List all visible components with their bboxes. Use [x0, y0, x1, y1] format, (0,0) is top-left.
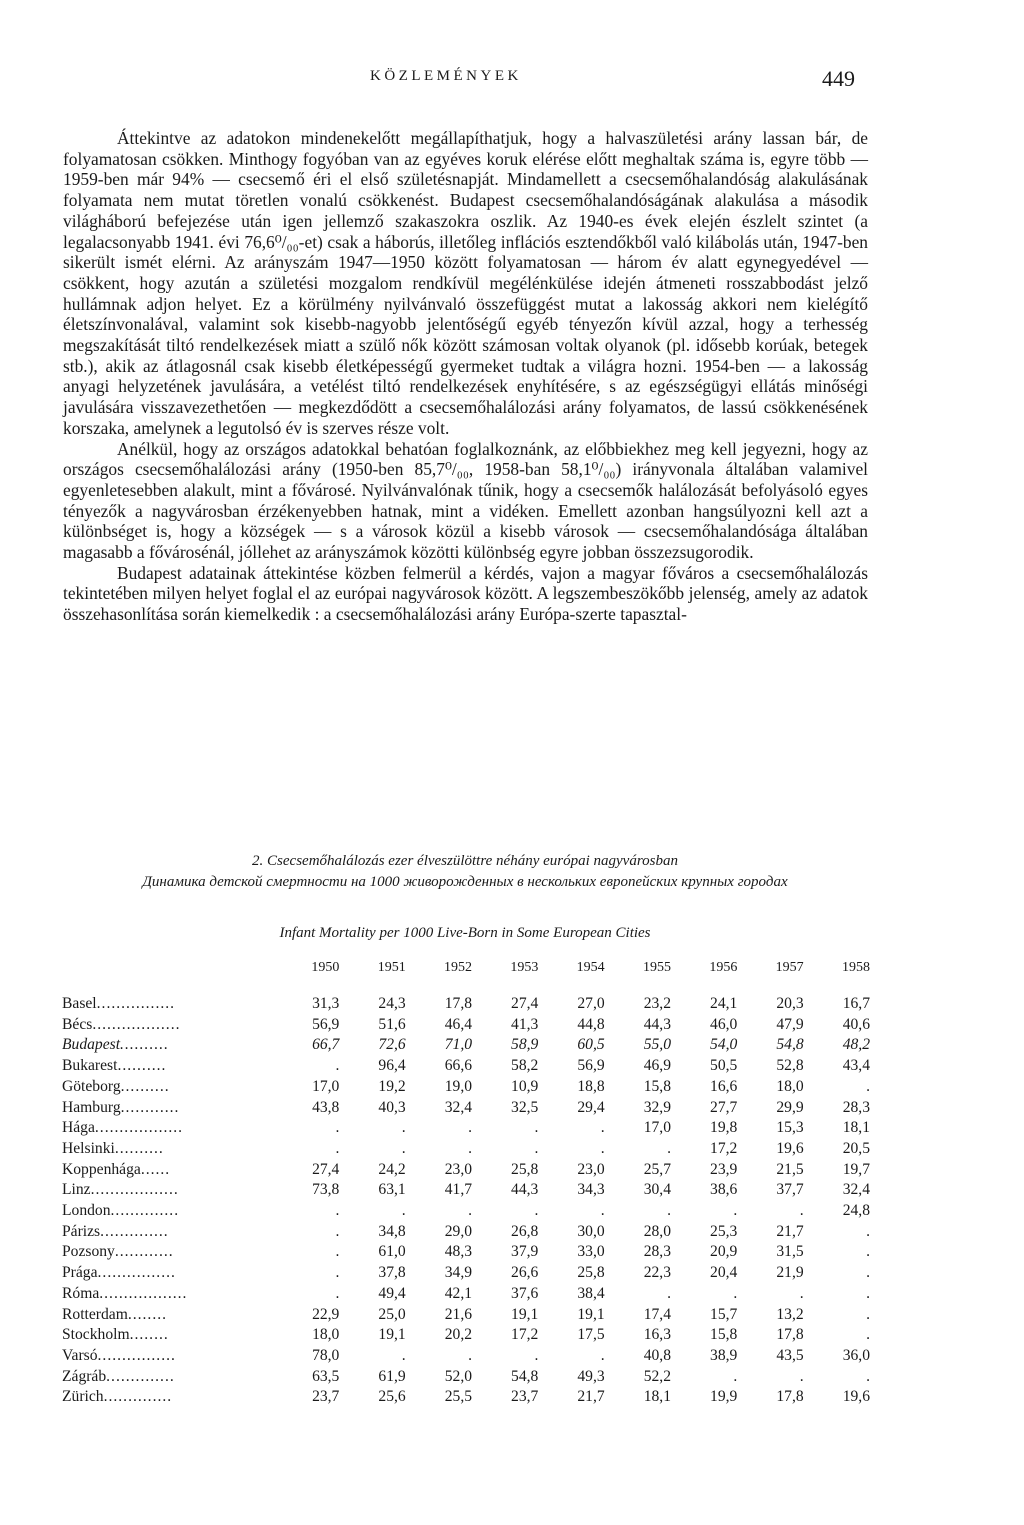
value-cell: 19,6 [842, 1388, 870, 1406]
value-cell: 25,5 [444, 1388, 473, 1406]
value-cell: . [401, 1202, 406, 1220]
value-cell: 27,7 [710, 1098, 738, 1116]
leader-dots: .......... [120, 1077, 170, 1095]
article-body [63, 128, 868, 625]
value-cell: 10,9 [511, 1077, 539, 1095]
value-cell: 20,2 [444, 1326, 473, 1344]
value-cell: 61,9 [378, 1367, 406, 1385]
value-cell: 20,3 [776, 995, 804, 1012]
value-cell: . [866, 1077, 870, 1095]
leader-dots: .................. [92, 1015, 181, 1033]
value-cell: . [600, 1139, 605, 1157]
table-row [62, 1139, 870, 1160]
city-name: Helsinki [62, 1139, 115, 1157]
value-cell: 19,8 [710, 1119, 738, 1137]
value-cell: 28,3 [842, 1098, 870, 1116]
value-cell: 17,8 [444, 995, 473, 1012]
value-cell: 55,0 [643, 1036, 671, 1054]
value-cell: 36,0 [842, 1346, 870, 1364]
table-row [62, 1098, 870, 1119]
leader-dots: ...... [140, 1160, 171, 1178]
value-cell: 31,5 [776, 1243, 804, 1261]
city-name: Pozsony [62, 1243, 115, 1261]
leader-dots: .............. [106, 1367, 175, 1385]
leader-dots: .............. [100, 1222, 169, 1240]
value-cell: 38,4 [577, 1284, 605, 1302]
value-cell: 43,5 [776, 1346, 804, 1364]
leader-dots: .................. [90, 1181, 179, 1199]
city-name: Varsó [62, 1346, 98, 1364]
value-cell: 56,9 [577, 1057, 605, 1075]
value-cell: 54,8 [511, 1367, 539, 1385]
table-caption-hungarian: 2. Csecsemőhalálozás ezer élveszülöttre néhány európai nagyvárosban [252, 853, 678, 869]
leader-dots: .......... [117, 1057, 167, 1075]
value-cell: . [468, 1346, 473, 1364]
city-name: Bécs [62, 1015, 93, 1033]
value-cell: 19,6 [776, 1139, 804, 1157]
leader-dots: ............ [120, 1098, 180, 1116]
value-cell: 18,0 [776, 1077, 804, 1095]
value-cell: 15,8 [710, 1326, 738, 1344]
value-cell: . [866, 1367, 870, 1385]
table-row [62, 1242, 870, 1263]
value-cell: 41,3 [511, 1015, 539, 1033]
value-cell: 52,0 [444, 1367, 473, 1385]
value-cell: 17,5 [577, 1326, 605, 1344]
value-cell: 21,6 [444, 1305, 473, 1323]
value-cell: 44,8 [577, 1015, 605, 1033]
leader-dots: ................ [96, 995, 176, 1012]
table-row [62, 994, 870, 1015]
value-cell: . [799, 1202, 804, 1220]
city-name-cell [62, 1015, 273, 1036]
city-name-cell [62, 1346, 273, 1367]
table-row [62, 1180, 870, 1201]
value-cell: 48,2 [842, 1036, 870, 1054]
value-cell: 37,7 [776, 1181, 804, 1199]
value-cell: 13,2 [776, 1305, 804, 1323]
city-name: Linz [62, 1181, 91, 1199]
running-title: KÖZLEMÉNYEK [370, 68, 522, 84]
year-header: 1957 [775, 960, 804, 975]
value-cell: 40,3 [378, 1098, 406, 1116]
value-cell: 25,8 [577, 1264, 605, 1282]
value-cell: 28,0 [643, 1222, 671, 1240]
value-cell: 21,7 [577, 1388, 605, 1406]
table-row [62, 1201, 870, 1222]
value-cell: 24,8 [842, 1202, 870, 1220]
city-name: Hága [62, 1119, 95, 1137]
value-cell: . [534, 1202, 539, 1220]
value-cell: . [468, 1139, 473, 1157]
value-cell: . [600, 1119, 605, 1137]
city-name: Koppenhága [62, 1160, 141, 1178]
leader-dots: ........ [127, 1305, 168, 1323]
table-row [62, 1263, 870, 1284]
value-cell: 40,6 [842, 1015, 870, 1033]
infant-mortality-table [62, 956, 870, 1408]
value-cell: 21,9 [776, 1264, 804, 1282]
city-name-cell [62, 1222, 273, 1243]
value-cell: . [733, 1284, 738, 1302]
table-row [62, 1346, 870, 1367]
value-cell: 26,6 [511, 1264, 539, 1282]
value-cell: 19,1 [378, 1326, 406, 1344]
value-cell: 37,9 [511, 1243, 539, 1261]
city-name: London [62, 1202, 111, 1220]
value-cell: . [799, 1284, 804, 1302]
value-cell: 17,0 [643, 1119, 671, 1137]
value-cell: 25,0 [378, 1305, 406, 1323]
table-row [62, 1284, 870, 1305]
value-cell: 27,0 [577, 995, 605, 1012]
value-cell: 20,4 [710, 1264, 738, 1282]
value-cell: . [534, 1346, 539, 1364]
value-cell: 30,0 [577, 1222, 605, 1240]
value-cell: 24,2 [378, 1160, 406, 1178]
value-cell: 23,0 [577, 1160, 605, 1178]
value-cell: . [335, 1119, 340, 1137]
value-cell: 66,7 [312, 1036, 340, 1054]
value-cell: 24,3 [378, 995, 406, 1012]
table-row [62, 1305, 870, 1326]
year-header: 1954 [576, 960, 605, 975]
value-cell: 31,3 [312, 995, 340, 1012]
table-row [62, 1222, 870, 1243]
city-name-cell [62, 994, 273, 1015]
value-cell: 19,7 [842, 1160, 870, 1178]
city-name-cell [62, 1118, 273, 1139]
value-cell: 66,6 [444, 1057, 473, 1075]
city-name-cell [62, 1325, 273, 1346]
city-name-cell [62, 1284, 273, 1305]
value-cell: 17,2 [511, 1326, 539, 1344]
value-cell: . [401, 1119, 406, 1137]
value-cell: 19,0 [444, 1077, 473, 1095]
value-cell: . [667, 1139, 671, 1157]
table-header-row [62, 956, 870, 980]
value-cell: . [733, 1367, 738, 1385]
city-name: Bukarest [62, 1057, 118, 1075]
table-row [62, 1015, 870, 1036]
table-row [62, 1387, 870, 1408]
value-cell: 49,4 [378, 1284, 406, 1302]
city-name-cell [62, 1367, 273, 1388]
city-name: Stockholm [62, 1326, 130, 1344]
table-row [62, 1325, 870, 1346]
value-cell: 54,0 [710, 1036, 738, 1054]
value-cell: . [335, 1243, 340, 1261]
value-cell: . [335, 1284, 340, 1302]
city-name-cell [62, 1242, 273, 1263]
value-cell: 18,1 [842, 1119, 870, 1137]
value-cell: 22,9 [312, 1305, 340, 1323]
value-cell: 32,4 [842, 1181, 870, 1199]
value-cell: . [866, 1264, 870, 1282]
leader-dots: ............ [114, 1243, 174, 1261]
table-row [62, 1367, 870, 1388]
value-cell: 16,6 [710, 1077, 738, 1095]
city-name-cell [62, 1180, 273, 1201]
value-cell: . [799, 1367, 804, 1385]
city-name: Göteborg [62, 1077, 121, 1095]
value-cell: 29,9 [776, 1098, 804, 1116]
city-name-cell [62, 1077, 273, 1098]
value-cell: 16,7 [842, 995, 870, 1012]
city-name: Budapest [62, 1036, 121, 1054]
city-name-cell [62, 1160, 273, 1181]
year-header: 1953 [510, 960, 539, 975]
year-header: 1952 [444, 960, 473, 975]
leader-dots: ................ [97, 1264, 176, 1282]
city-name-cell [62, 1263, 273, 1284]
value-cell: 40,8 [643, 1346, 671, 1364]
value-cell: . [335, 1222, 340, 1240]
value-cell: 25,3 [710, 1222, 738, 1240]
value-cell: . [335, 1202, 340, 1220]
value-cell: . [534, 1139, 539, 1157]
value-cell: 25,8 [511, 1160, 539, 1178]
value-cell: 96,4 [378, 1057, 406, 1075]
year-header: 1950 [311, 960, 340, 975]
value-cell: 25,7 [643, 1160, 671, 1178]
value-cell: 34,8 [378, 1222, 406, 1240]
city-name-cell [62, 1387, 273, 1408]
value-cell: 18,8 [577, 1077, 605, 1095]
leader-dots: .................. [99, 1284, 188, 1302]
value-cell: 43,8 [312, 1098, 340, 1116]
value-cell: 44,3 [643, 1015, 671, 1033]
value-cell: . [335, 1139, 340, 1157]
value-cell: 49,3 [577, 1367, 605, 1385]
spacer-row [62, 980, 870, 994]
value-cell: 17,2 [710, 1139, 738, 1157]
value-cell: 30,4 [643, 1181, 671, 1199]
value-cell: . [335, 1057, 340, 1075]
paragraph-3: Budapest adatainak áttekintése közben felmerül a kérdés, vajon a magyar főváros a csecsemőhalálozás tekintetében milyen helyet foglal el az európai nagyvárosok között. A legszembeszökőbb jelenség, amely az adatok összehasonlítása során kiemelkedik : a csecsemőhalálozási arány Európa-szerte tapasztal- [63, 562, 868, 625]
value-cell: 24,1 [710, 995, 738, 1012]
value-cell: . [534, 1119, 539, 1137]
value-cell: . [335, 1264, 340, 1282]
value-cell: 58,2 [511, 1057, 539, 1075]
value-cell: 54,8 [776, 1036, 804, 1054]
city-name: Zürich [62, 1388, 104, 1406]
value-cell: . [600, 1202, 605, 1220]
page-number: 449 [822, 66, 855, 91]
paragraph-2: Anélkül, hogy az országos adatokkal behatóan foglalkoznánk, az előbbiekhez meg kell jegyezni, hogy az országos csecsemőhalálozási arány (1950-ben 85,7⁰/₀₀, 1958-ban 58,1⁰/₀₀) irányvonala általában valamivel egyenletesebben alakult, mint a fővárosé. Nyilvánvalónak tűnik, hogy a csecsemők halálozását befolyásoló egyes tényezők a nagyvárosban érzékenyebben hatnak, mint a vidéken. Emellett azonban hangsúlyozni kell azt a különbséget is, hogy a községek — s a városok közül a kisebb városok — csecsemőhalandósága általában magasabb a fővárosénál, jóllehet az arányszámok közötti különbség egyre jobban összezsugorodik. [63, 438, 868, 563]
leader-dots: .............. [110, 1202, 180, 1220]
value-cell: 41,7 [444, 1181, 473, 1199]
value-cell: 61,0 [378, 1243, 406, 1261]
value-cell: 16,3 [643, 1326, 671, 1344]
table-row [62, 1160, 870, 1181]
value-cell: 46,0 [710, 1015, 738, 1033]
table-row [62, 1056, 870, 1077]
table-caption-russian: Динамика детской смертности на 1000 живорожденных в нескольких европейских крупных городах [142, 874, 788, 890]
value-cell: 18,1 [643, 1388, 671, 1406]
value-cell: 47,9 [776, 1015, 804, 1033]
city-name: Róma [62, 1284, 100, 1302]
value-cell: 23,0 [444, 1160, 473, 1178]
leader-dots: ................ [97, 1346, 176, 1364]
value-cell: 15,3 [776, 1119, 804, 1137]
value-cell: . [401, 1346, 406, 1364]
city-name-cell [62, 1201, 273, 1222]
value-cell: 21,7 [776, 1222, 804, 1240]
value-cell: 29,0 [444, 1222, 473, 1240]
year-header: 1956 [709, 960, 738, 975]
value-cell: . [401, 1139, 406, 1157]
value-cell: 23,2 [643, 995, 671, 1012]
value-cell: 52,8 [776, 1057, 804, 1075]
value-cell: 46,9 [643, 1057, 671, 1075]
value-cell: 29,4 [577, 1098, 605, 1116]
value-cell: 33,0 [577, 1243, 605, 1261]
value-cell: . [866, 1305, 870, 1323]
value-cell: . [866, 1284, 870, 1302]
value-cell: 32,9 [643, 1098, 671, 1116]
value-cell: 19,1 [577, 1305, 605, 1323]
value-cell: 38,6 [710, 1181, 738, 1199]
value-cell: . [667, 1284, 671, 1302]
city-name: Basel [62, 995, 97, 1012]
value-cell: 27,4 [312, 1160, 340, 1178]
value-cell: 32,4 [444, 1098, 473, 1116]
city-name: Prága [62, 1264, 98, 1282]
value-cell: 63,5 [312, 1367, 340, 1385]
city-name-cell [62, 1139, 273, 1160]
value-cell: . [667, 1202, 671, 1220]
value-cell: 73,8 [312, 1181, 340, 1199]
value-cell: 58,9 [511, 1036, 539, 1054]
value-cell: 44,3 [511, 1181, 539, 1199]
value-cell: 22,3 [643, 1264, 671, 1282]
value-cell: 20,5 [842, 1139, 870, 1157]
value-cell: . [468, 1119, 473, 1137]
year-header: 1951 [377, 960, 406, 975]
table-row [62, 1035, 870, 1056]
value-cell: 32,5 [511, 1098, 539, 1116]
value-cell: 26,8 [511, 1222, 539, 1240]
city-name-cell [62, 1305, 273, 1326]
table-row [62, 1118, 870, 1139]
year-header: 1955 [643, 960, 671, 975]
city-name: Zágráb [62, 1367, 107, 1385]
value-cell: . [600, 1346, 605, 1364]
value-cell: 38,9 [710, 1346, 738, 1364]
value-cell: 71,0 [444, 1036, 473, 1054]
value-cell: 15,7 [710, 1305, 738, 1323]
value-cell: 18,0 [312, 1326, 340, 1344]
city-name: Párizs [62, 1222, 101, 1240]
value-cell: . [733, 1202, 738, 1220]
value-cell: 23,7 [312, 1388, 340, 1406]
value-cell: 20,9 [710, 1243, 738, 1261]
value-cell: 34,3 [577, 1181, 605, 1199]
value-cell: 52,2 [643, 1367, 671, 1385]
city-header [62, 956, 273, 980]
value-cell: 17,8 [776, 1326, 804, 1344]
value-cell: 50,5 [710, 1057, 738, 1075]
value-cell: 25,6 [378, 1388, 406, 1406]
value-cell: 23,7 [511, 1388, 539, 1406]
value-cell: 34,9 [444, 1264, 473, 1282]
value-cell: 78,0 [312, 1346, 340, 1364]
city-name: Rotterdam [62, 1305, 128, 1323]
value-cell: . [468, 1202, 473, 1220]
value-cell: 17,4 [643, 1305, 671, 1323]
table-caption-english: Infant Mortality per 1000 Live-Born in Some European Cities [279, 925, 651, 941]
value-cell: . [866, 1326, 870, 1344]
value-cell: 27,4 [511, 995, 539, 1012]
leader-dots: .............. [103, 1388, 173, 1406]
paragraph-1: Áttekintve az adatokon mindenekelőtt megállapíthatjuk, hogy a halvaszületési arány lassan bár, de folyamatosan csökken. Minthogy fogyóban van az egyéves koruk elérése előtt meghaltak száma is, egyre több —1959-ben már 94% — csecsemő éri el első születésnapját. Mindamellett a csecsemőhalandóság alakulásának folyamata nem mutat töretlen vonalú csökkenést. Budapest csecsemőhalandóságának alakulása a második világháború befejezése után igen jellemző szakaszokra oszlik. Az 1940-es évek elején észlelt szintet (a legalacsonyabb 1941. évi 76,6⁰/₀₀-et) csak a háborús, illetőleg inflációs esztendőkből való kilábolás után, 1947-ben sikerült ismét elérni. Az arányszám 1947—1950 között folyamatosan — három év alatt egynegyedével — csökkent, hogy azután a születési mozgalom rendkívül megélénkülése idején átmeneti rosszabbodást jelző hullámnak adjon helyet. Ez a körülmény nyilvánvaló összefüggést mutat a lakosság akkori nem kielégítő életszínvonalával, valamint sok kisebb-nagyobb jelentőségű egyéb tényezőn kívül azzal, hogy a terhesség megszakítását tiltó rendelkezések miatt a szülő nők között számosan voltak olyanok (pl. idősebb korúak, betegek stb.), akik az átlagosnál csak kisebb életképességű gyermeket tudtak a világra hozni. 1954-ben — a lakosság anyagi helyzetének javulására, a vetélést tiltó rendelkezések enyhítésére, s az egészségügyi ellátás minőségi javulására visszavezethetően — megkezdődött a csecsemőhalálozási arány folyamatos, de lassú csökkenésének korszaka, amelynek a legutolsó év is szerves része volt. [63, 128, 868, 438]
value-cell: 37,8 [378, 1264, 406, 1282]
value-cell: 19,1 [511, 1305, 539, 1323]
leader-dots: ........ [129, 1326, 169, 1344]
city-name: Hamburg [62, 1098, 121, 1116]
table-row [62, 1077, 870, 1098]
leader-dots: .......... [120, 1036, 170, 1054]
leader-dots: .................. [94, 1119, 184, 1137]
city-name-cell [62, 1056, 273, 1077]
value-cell: . [866, 1243, 870, 1261]
city-name-cell [62, 1098, 273, 1119]
value-cell: 72,6 [378, 1036, 406, 1054]
value-cell: 48,3 [444, 1243, 473, 1261]
city-name-cell [62, 1035, 273, 1056]
value-cell: 15,8 [643, 1077, 671, 1095]
value-cell: 17,8 [776, 1388, 804, 1406]
value-cell: 19,9 [710, 1388, 738, 1406]
value-cell: 43,4 [842, 1057, 870, 1075]
leader-dots: .......... [114, 1139, 164, 1157]
value-cell: 51,6 [378, 1015, 406, 1033]
value-cell: 28,3 [643, 1243, 671, 1261]
value-cell: 37,6 [511, 1284, 539, 1302]
value-cell: 56,9 [312, 1015, 340, 1033]
value-cell: 19,2 [378, 1077, 406, 1095]
value-cell: 60,5 [577, 1036, 605, 1054]
table-body [62, 980, 870, 1408]
value-cell: 21,5 [776, 1160, 804, 1178]
value-cell: 17,0 [312, 1077, 340, 1095]
value-cell: 63,1 [378, 1181, 406, 1199]
value-cell: 23,9 [710, 1160, 738, 1178]
year-header: 1958 [842, 960, 870, 975]
value-cell: 46,4 [444, 1015, 473, 1033]
value-cell: . [866, 1222, 870, 1240]
value-cell: 42,1 [444, 1284, 473, 1302]
